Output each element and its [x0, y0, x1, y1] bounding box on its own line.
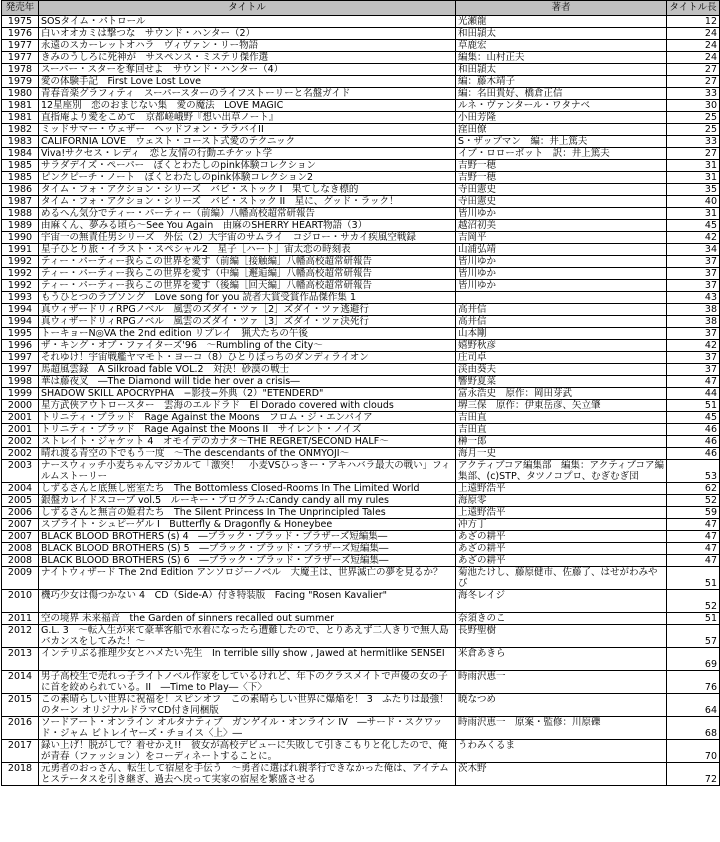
title-cell: ピンクピーチ・ノート ぼくとわたしのpink体験コレクション2: [39, 172, 456, 184]
length-cell: 57: [667, 625, 720, 648]
title-cell: タイム・フォ・アクション・シリーズ バビ・ストック I 果てしなき標的: [39, 184, 456, 196]
year-cell: 1993: [2, 292, 39, 304]
year-cell: 1980: [2, 88, 39, 100]
length-cell: 27: [667, 148, 720, 160]
title-cell: 真ウィザードリィRPGノベル 風雲のズダイ・ツァ［2］ズダイ・ツァ逃避行: [39, 304, 456, 316]
author-cell: 米倉あきら: [456, 648, 667, 671]
table-row: [2, 148, 720, 160]
table-row: [2, 648, 720, 671]
author-cell: 皆川ゆか: [456, 256, 667, 268]
year-cell: 1978: [2, 64, 39, 76]
author-cell: 皆川ゆか: [456, 268, 667, 280]
author-cell: 編：藤木靖子: [456, 76, 667, 88]
length-cell: 52: [667, 590, 720, 613]
length-cell: 37: [667, 256, 720, 268]
table-row: [2, 507, 720, 519]
author-cell: 吉田直: [456, 412, 667, 424]
length-cell: 53: [667, 460, 720, 483]
title-cell: 馬超風雲録 A Silkroad fable VOL.2 対決！砂漠の戦士: [39, 364, 456, 376]
table-row: [2, 388, 720, 400]
table-row: [2, 112, 720, 124]
author-cell: 冲方丁: [456, 519, 667, 531]
title-cell: スプライト・シュピーゲル I Butterfly & Dragonfly & Honeybee: [39, 519, 456, 531]
table-row: [2, 483, 720, 495]
year-cell: 1991: [2, 244, 39, 256]
year-cell: 2000: [2, 400, 39, 412]
table-row: [2, 555, 720, 567]
author-cell: 皆川ゆか: [456, 208, 667, 220]
year-cell: 2003: [2, 460, 39, 483]
title-cell: 元勇者のおっさん、転生して宿屋を手伝う 〜勇者に選ばれ親孝行できなかった俺は、アイテムとステータスを引き継ぎ、過去へ戻って実家の宿屋を繁盛させる: [39, 763, 456, 786]
title-cell: トリニティ・ブラッド Rage Against the Moons II サイレント・ノイズ: [39, 424, 456, 436]
header-row: [2, 1, 720, 16]
table-row: [2, 448, 720, 460]
author-cell: 吉岡平: [456, 232, 667, 244]
title-cell: ストレイト・ジャケット 4 オモイデのカナタ〜THE REGRET/SECOND HALF〜: [39, 436, 456, 448]
title-cell: 宇宙一の無責任男シリーズ 外伝（2）大宇宙のサムライ コジロー・サカイ疾風空戦録: [39, 232, 456, 244]
length-cell: 25: [667, 112, 720, 124]
table-row: [2, 671, 720, 694]
author-cell: 吉野一穂: [456, 172, 667, 184]
table-row: [2, 124, 720, 136]
length-cell: 24: [667, 28, 720, 40]
length-cell: 37: [667, 364, 720, 376]
length-cell: 24: [667, 52, 720, 64]
author-cell: 嬉野秋彦: [456, 340, 667, 352]
year-cell: 2013: [2, 648, 39, 671]
author-header: 著者: [456, 1, 667, 16]
author-cell: 榊一郎: [456, 436, 667, 448]
author-cell: 海冬レイジ: [456, 590, 667, 613]
year-cell: 2007: [2, 531, 39, 543]
author-cell: ルネ・ヴァンタール・ワタナベ: [456, 100, 667, 112]
table-row: [2, 625, 720, 648]
length-cell: 47: [667, 376, 720, 388]
length-cell: 37: [667, 280, 720, 292]
table-row: [2, 590, 720, 613]
table-row: [2, 244, 720, 256]
author-cell: 時雨沢恵一: [456, 671, 667, 694]
title-cell: 愛の体験手記 First Love Lost Love: [39, 76, 456, 88]
author-cell: 草鹿宏: [456, 40, 667, 52]
author-cell: 山本剛: [456, 328, 667, 340]
year-cell: 1981: [2, 100, 39, 112]
length-cell: 52: [667, 495, 720, 507]
length-cell: 45: [667, 412, 720, 424]
length-cell: 76: [667, 671, 720, 694]
length-cell: 33: [667, 136, 720, 148]
year-cell: 1985: [2, 172, 39, 184]
length-cell: 38: [667, 316, 720, 328]
author-cell: 堺三保 原作：伊東岳彦、矢立肇: [456, 400, 667, 412]
year-cell: 1997: [2, 364, 39, 376]
year-cell: 1977: [2, 52, 39, 64]
year-cell: 1976: [2, 28, 39, 40]
table-row: [2, 184, 720, 196]
length-cell: 51: [667, 567, 720, 590]
author-cell: 海月一史: [456, 448, 667, 460]
length-cell: 68: [667, 717, 720, 740]
title-cell: サラダデイズ・ペーパー ぼくとわたしのpink体験コレクション: [39, 160, 456, 172]
title-header: タイトル: [39, 1, 456, 16]
length-cell: 46: [667, 436, 720, 448]
author-cell: うわみくるま: [456, 740, 667, 763]
author-cell: 上遠野浩平: [456, 483, 667, 495]
title-cell: 晴れ渡る青空の下でもう一度 〜The descendants of the ONMYOJI〜: [39, 448, 456, 460]
length-cell: 46: [667, 424, 720, 436]
author-cell: 響野夏菜: [456, 376, 667, 388]
title-cell: この素晴らしい世界に祝福を！スピンオフ この素晴らしい世界に爆焔を！ 3 ふたりは最強！のターン オリジナルドラマCD付き同梱版: [39, 694, 456, 717]
title-cell: 華は藤夜叉 ―The Diamond will tide her over a crisis―: [39, 376, 456, 388]
year-cell: 1999: [2, 388, 39, 400]
length-cell: 69: [667, 648, 720, 671]
title-cell: 由麻くん、夢みる頃ら〜See You Again 由麻のSHERRY HEART物語（3）: [39, 220, 456, 232]
year-cell: 2017: [2, 740, 39, 763]
title-cell: スーパー・スターを奪回せよ サウンド・ハンター（4）: [39, 64, 456, 76]
year-cell: 1992: [2, 268, 39, 280]
year-cell: 1981: [2, 112, 39, 124]
length-cell: 51: [667, 400, 720, 412]
table-row: [2, 100, 720, 112]
title-cell: 12星座別 恋のおまじない集 愛の魔法 LOVE MAGIC: [39, 100, 456, 112]
length-cell: 30: [667, 100, 720, 112]
title-cell: ミッドサマー・ウェザー ヘッドフォン・ララバイII: [39, 124, 456, 136]
length-cell: 47: [667, 531, 720, 543]
year-cell: 1995: [2, 328, 39, 340]
year-cell: 1975: [2, 16, 39, 28]
year-cell: 2008: [2, 555, 39, 567]
author-cell: イブ・ロローボット 訳：井上篤夫: [456, 148, 667, 160]
year-cell: 1988: [2, 208, 39, 220]
table-row: [2, 316, 720, 328]
table-row: [2, 364, 720, 376]
year-cell: 2011: [2, 613, 39, 625]
title-cell: 真ウィザードリィRPGノベル 風雲のズダイ・ツァ［3］ズダイ・ツァ決死行: [39, 316, 456, 328]
author-cell: 海原零: [456, 495, 667, 507]
year-cell: 2002: [2, 436, 39, 448]
table-row: [2, 28, 720, 40]
title-cell: 直指庵より愛をこめて 京都嵯峨野『想い出草ノート』: [39, 112, 456, 124]
table-row: [2, 412, 720, 424]
table-row: [2, 717, 720, 740]
author-cell: 和田頴太: [456, 64, 667, 76]
table-row: [2, 436, 720, 448]
title-cell: めるへん気分でティー・パーティー（前編）八幡高校超常研報告: [39, 208, 456, 220]
year-cell: 1984: [2, 148, 39, 160]
length-cell: 42: [667, 232, 720, 244]
length-cell: 45: [667, 220, 720, 232]
table-row: [2, 160, 720, 172]
author-cell: 時雨沢恵一 原案・監修：川原礫: [456, 717, 667, 740]
length-cell: 31: [667, 160, 720, 172]
year-cell: 2009: [2, 567, 39, 590]
title-cell: 録い上げ！脱がして？着せかえ!! 彼女が高校デビューに失敗して引きこもりと化したので、俺が青春（ファッション）をコーディネートすることに。: [39, 740, 456, 763]
table-row: [2, 280, 720, 292]
year-cell: 2010: [2, 590, 39, 613]
table-row: [2, 232, 720, 244]
author-cell: 吉田直: [456, 424, 667, 436]
title-cell: ティー・パーティー我らこの世界を愛す（後編［回天編］八幡高校超常研報告: [39, 280, 456, 292]
year-cell: 2016: [2, 717, 39, 740]
length-cell: 42: [667, 340, 720, 352]
title-cell: BLACK BLOOD BROTHERS (s) 4 ―ブラック・ブラッド・ブラザーズ短編集―: [39, 531, 456, 543]
length-cell: 64: [667, 694, 720, 717]
length-cell: 38: [667, 304, 720, 316]
length-cell: 33: [667, 88, 720, 100]
year-cell: 2005: [2, 495, 39, 507]
table-row: [2, 531, 720, 543]
year-cell: 1983: [2, 136, 39, 148]
author-cell: 山浦弘靖: [456, 244, 667, 256]
title-cell: 青春音楽グラフィティ スーパースターのライフストーリーと名盤ガイド: [39, 88, 456, 100]
author-cell: 和田頴太: [456, 28, 667, 40]
author-cell: 茨木野: [456, 763, 667, 786]
title-cell: 銀盤カレイドスコープ vol.5 ルーキー・プログラム:Candy candy all my rules: [39, 495, 456, 507]
year-cell: 1985: [2, 160, 39, 172]
year-cell: 1990: [2, 232, 39, 244]
table-row: [2, 495, 720, 507]
author-cell: あざの耕平: [456, 543, 667, 555]
author-cell: 庄司卓: [456, 352, 667, 364]
year-cell: 1994: [2, 316, 39, 328]
title-cell: しずるさんと無言の姫君たち The Silent Princess In The Unprincipled Tales: [39, 507, 456, 519]
table-row: [2, 220, 720, 232]
author-cell: 高井信: [456, 304, 667, 316]
length-cell: 70: [667, 740, 720, 763]
author-cell: S・ザップマン 編：井上篤夫: [456, 136, 667, 148]
title-cell: BLACK BLOOD BROTHERS (S) 5 ―ブラック・ブラッド・ブラザーズ短編集―: [39, 543, 456, 555]
length-cell: 37: [667, 328, 720, 340]
author-cell: 編：名田貴好、橋倉正信: [456, 88, 667, 100]
title-cell: トリニティ・ブラッド Rage Against the Moons フロム・ジ・エンパイア: [39, 412, 456, 424]
table-row: [2, 460, 720, 483]
table-row: [2, 88, 720, 100]
title-cell: もうひとつのラブソング Love song for you 読者大賞受賞作品傑作集 1: [39, 292, 456, 304]
table-row: [2, 519, 720, 531]
table-row: [2, 328, 720, 340]
year-cell: 1997: [2, 352, 39, 364]
length-cell: 24: [667, 40, 720, 52]
length-cell: 72: [667, 763, 720, 786]
title-cell: しずるさんと底無し密室たち The Bottomless Closed-Rooms In The Limited World: [39, 483, 456, 495]
year-cell: 2004: [2, 483, 39, 495]
author-cell: 渓由葵夫: [456, 364, 667, 376]
length-cell: 34: [667, 244, 720, 256]
author-cell: [456, 292, 667, 304]
length-cell: 35: [667, 184, 720, 196]
author-cell: 寺田憲史: [456, 196, 667, 208]
table-row: [2, 340, 720, 352]
author-cell: 上遠野浩平: [456, 507, 667, 519]
length-cell: 62: [667, 483, 720, 495]
year-header: 発売年: [2, 1, 39, 16]
author-cell: アクティブコア編集部 編集：アクティブコア編集部、(c)STP、タツノコプロ、むぎむぎ団: [456, 460, 667, 483]
year-cell: 1989: [2, 220, 39, 232]
title-cell: 男子高校生で売れっ子ライトノベル作家をしているけれど、年下のクラスメイトで声優の女の子に首を絞められている。II ―Time to Play―〈下〉: [39, 671, 456, 694]
table-row: [2, 304, 720, 316]
title-cell: ザ・キング・オブ・ファイターズ'96 〜Rumbling of the City〜: [39, 340, 456, 352]
title-cell: ティー・パーティー我らこの世界を愛す（中編［邂逅編］八幡高校超常研報告: [39, 268, 456, 280]
length-cell: 51: [667, 613, 720, 625]
length-cell: 47: [667, 519, 720, 531]
length-cell: 43: [667, 292, 720, 304]
author-cell: 光瀬龍: [456, 16, 667, 28]
table-row: [2, 376, 720, 388]
table-row: [2, 292, 720, 304]
length-cell: 37: [667, 268, 720, 280]
length-cell: 44: [667, 388, 720, 400]
year-cell: 1996: [2, 340, 39, 352]
year-cell: 2015: [2, 694, 39, 717]
table-row: [2, 400, 720, 412]
table-row: [2, 76, 720, 88]
year-cell: 2006: [2, 507, 39, 519]
title-cell: CALIFORNIA LOVE ウェスト・コースト式愛のテクニック: [39, 136, 456, 148]
length-cell: 27: [667, 64, 720, 76]
title-cell: G.L. 3 〜転入生が来て豪華客船で水着になったら遭難したので、とりあえず二人きりで無人島バカンスをしてみた！〜: [39, 625, 456, 648]
author-cell: 窪田僚: [456, 124, 667, 136]
table-row: [2, 208, 720, 220]
author-cell: 菊池たけし、藤原健市、佐藤了、はせがわみやび: [456, 567, 667, 590]
author-cell: 吉野一穂: [456, 160, 667, 172]
author-cell: 寺田憲史: [456, 184, 667, 196]
title-cell: ティー・パーティー我らこの世界を愛す（前編［接触編］八幡高校超常研報告: [39, 256, 456, 268]
year-cell: 2014: [2, 671, 39, 694]
title-cell: 永遠のスカーレットオハラ ヴィヴァン・リー物語: [39, 40, 456, 52]
title-cell: Viva!サクセス・レディ 恋と友情の行動エチケット学: [39, 148, 456, 160]
year-cell: 1994: [2, 304, 39, 316]
year-cell: 2007: [2, 519, 39, 531]
year-cell: 1998: [2, 376, 39, 388]
table-row: [2, 567, 720, 590]
author-cell: あざの耕平: [456, 555, 667, 567]
title-cell: トーキョーN◎VA the 2nd edition リプレイ 猟犬たちの午後: [39, 328, 456, 340]
table-row: [2, 543, 720, 555]
length-cell: 12: [667, 16, 720, 28]
length-header: タイトル長: [667, 1, 720, 16]
table-row: [2, 256, 720, 268]
author-cell: 暁なつめ: [456, 694, 667, 717]
novel-title-table: [1, 0, 720, 786]
author-cell: 皆川ゆか: [456, 280, 667, 292]
year-cell: 2008: [2, 543, 39, 555]
author-cell: あざの耕平: [456, 531, 667, 543]
table-row: [2, 172, 720, 184]
title-cell: インテリぶる推理少女とハメたい先生 In terrible silly show , Jawed at hermitlike SENSEI: [39, 648, 456, 671]
title-cell: それゆけ！宇宙戦艦ヤマモト・ヨーコ（8）ひとりぼっちのダンディライオン: [39, 352, 456, 364]
author-cell: 奈須きのこ: [456, 613, 667, 625]
title-cell: 星子ひとり旅・イラスト・スペシャル2 星子［ハート］宙太恋の時刻表: [39, 244, 456, 256]
length-cell: 47: [667, 543, 720, 555]
length-cell: 31: [667, 208, 720, 220]
year-cell: 2002: [2, 448, 39, 460]
year-cell: 1982: [2, 124, 39, 136]
year-cell: 2001: [2, 424, 39, 436]
year-cell: 1979: [2, 76, 39, 88]
title-cell: SHADOW SKILL APOCRYPHA −影技−外典（2）"ETENDERD": [39, 388, 456, 400]
year-cell: 1987: [2, 196, 39, 208]
year-cell: 1977: [2, 40, 39, 52]
table-row: [2, 40, 720, 52]
title-cell: ナースウィッチ小麦ちゃんマジカルて「激突！ 小麦VSひっきー・アキハバラ最大の戦い」フィルムストーリー: [39, 460, 456, 483]
length-cell: 25: [667, 124, 720, 136]
title-cell: ナイトウィザード The 2nd Edition アンソロジーノベル 大魔王は、世界滅亡の夢を見るか？: [39, 567, 456, 590]
length-cell: 59: [667, 507, 720, 519]
title-cell: BLACK BLOOD BROTHERS (S) 6 ―ブラック・ブラッド・ブラザーズ短編集―: [39, 555, 456, 567]
table-row: [2, 763, 720, 786]
table-row: [2, 694, 720, 717]
author-cell: 富永浩史 原作：岡田芽武: [456, 388, 667, 400]
table-row: [2, 352, 720, 364]
title-cell: ソードアート・オンライン オルタナティブ ガンゲイル・オンライン IV ―サード・スクワッド・ジャム ビトレイヤーズ・チョイス〈上〉―: [39, 717, 456, 740]
table-row: [2, 268, 720, 280]
table-row: [2, 64, 720, 76]
title-cell: SOSタイム・パトロール: [39, 16, 456, 28]
author-cell: 高井信: [456, 316, 667, 328]
title-cell: 白いオオカミは撃つな サウンド・ハンター（2）: [39, 28, 456, 40]
author-cell: 越沼初美: [456, 220, 667, 232]
table-row: [2, 16, 720, 28]
title-cell: タイム・フォ・アクション・シリーズ バビ・ストック II 星に、グッド・ラック！: [39, 196, 456, 208]
title-cell: 星方武俠アウトロースター 雲海のエルドラド El Dorado covered with clouds: [39, 400, 456, 412]
length-cell: 46: [667, 448, 720, 460]
length-cell: 37: [667, 352, 720, 364]
table-row: [2, 424, 720, 436]
year-cell: 2012: [2, 625, 39, 648]
year-cell: 2001: [2, 412, 39, 424]
length-cell: 31: [667, 172, 720, 184]
length-cell: 47: [667, 555, 720, 567]
table-row: [2, 740, 720, 763]
table-row: [2, 613, 720, 625]
year-cell: 1986: [2, 184, 39, 196]
table-row: [2, 196, 720, 208]
author-cell: 長野聖樹: [456, 625, 667, 648]
title-cell: きみのうしろに死神が サスペンス・ミステリ傑作選: [39, 52, 456, 64]
title-cell: 空の境界 未来福音 the Garden of sinners recalled out summer: [39, 613, 456, 625]
year-cell: 1992: [2, 280, 39, 292]
table-row: [2, 52, 720, 64]
year-cell: 2018: [2, 763, 39, 786]
year-cell: 1992: [2, 256, 39, 268]
author-cell: 編集：山村正夫: [456, 52, 667, 64]
author-cell: 小田芳隆: [456, 112, 667, 124]
length-cell: 27: [667, 76, 720, 88]
table-row: [2, 136, 720, 148]
length-cell: 40: [667, 196, 720, 208]
title-cell: 機巧少女は傷つかない 4 CD（Side-A）付き特装版 Facing "Rosen Kavalier": [39, 590, 456, 613]
